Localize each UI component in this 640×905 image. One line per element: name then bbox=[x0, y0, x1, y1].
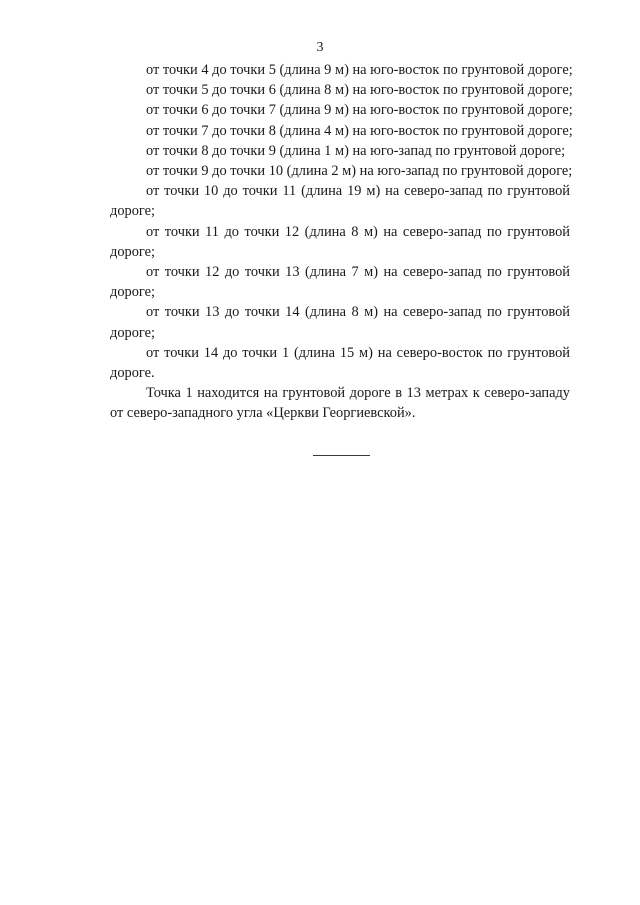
paragraph: от точки 4 до точки 5 (длина 9 м) на юго-восток по грунтовой дороге; bbox=[146, 62, 573, 78]
paragraph: от точки 5 до точки 6 (длина 8 м) на юго-восток по грунтовой дороге; bbox=[146, 82, 573, 99]
paragraph: от точки 6 до точки 7 (длина 9 м) на юго-восток по грунтовой дороге; bbox=[146, 102, 573, 119]
paragraph: Точка 1 находится на грунтовой дороге в 13 метрах к северо-западу от северо-западного угла «Церкви Георгиевской». bbox=[110, 385, 570, 422]
paragraph: от точки 12 до точки 13 (длина 7 м) на северо-запад по грунтовой дороге; bbox=[110, 264, 570, 301]
paragraph: от точки 9 до точки 10 (длина 2 м) на юго-запад по грунтовой дороге; bbox=[146, 163, 573, 180]
paragraph: от точки 13 до точки 14 (длина 8 м) на северо-запад по грунтовой дороге; bbox=[110, 304, 570, 341]
end-of-text-rule bbox=[313, 455, 370, 456]
document-body bbox=[110, 60, 573, 424]
paragraph: от точки 7 до точки 8 (длина 4 м) на юго-восток по грунтовой дороге; bbox=[146, 122, 573, 139]
page-number: 3 bbox=[316, 40, 324, 55]
paragraph: от точки 10 до точки 11 (длина 19 м) на северо-запад по грунтовой дороге; bbox=[110, 183, 570, 220]
paragraph: от точки 11 до точки 12 (длина 8 м) на северо-запад по грунтовой дороге; bbox=[110, 223, 570, 260]
paragraph: от точки 8 до точки 9 (длина 1 м) на юго-запад по грунтовой дороге; bbox=[146, 142, 566, 159]
paragraph: от точки 14 до точки 1 (длина 15 м) на северо-восток по грунтовой дороге. bbox=[110, 344, 570, 382]
